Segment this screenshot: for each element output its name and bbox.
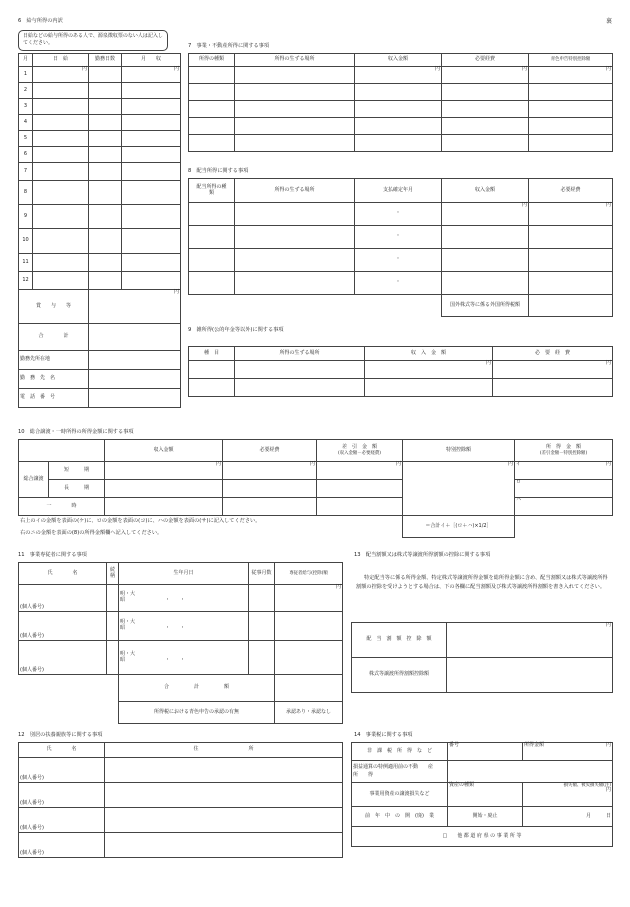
work-days-cell[interactable] <box>89 205 122 229</box>
yen-unit: 円 <box>89 290 181 324</box>
cell[interactable] <box>105 480 223 498</box>
section-13-title: 13 配当割額又は株式等譲渡所得割額の控除に関する事項 <box>354 552 491 558</box>
monthly-income-cell[interactable] <box>122 229 181 254</box>
indiv-number[interactable]: (個人番号) <box>19 585 107 612</box>
number-cell[interactable]: 番号 <box>448 743 523 761</box>
cell[interactable] <box>105 498 223 516</box>
misc-income-table <box>188 346 613 397</box>
daily-wage-cell[interactable] <box>33 272 89 290</box>
col-expenses: 必 要 経 費 <box>493 347 613 361</box>
real-estate-income-label: 損益通算の特例適用前の不動 産 所 得 <box>352 761 448 783</box>
cell[interactable] <box>189 272 235 295</box>
daily-wage-cell[interactable] <box>33 205 89 229</box>
cell[interactable] <box>235 118 355 135</box>
col-revenue: 収 入 金 額 <box>365 347 493 361</box>
daily-wage-cell[interactable] <box>33 147 89 163</box>
cell[interactable] <box>107 612 119 641</box>
s11-total-cell[interactable] <box>275 675 343 702</box>
daily-wage-cell[interactable] <box>33 115 89 131</box>
col-blue-deduction: 青色申告特別控除額 <box>529 54 613 67</box>
loss-amount-label: 損失額、被災損失額(注) <box>563 783 611 788</box>
work-days-cell[interactable] <box>89 272 122 290</box>
col-income-amount <box>515 440 613 462</box>
cell[interactable] <box>235 361 365 379</box>
section-12-title: 12 別居の扶養親族等に関する事項 <box>18 732 103 738</box>
monthly-income-cell[interactable] <box>122 181 181 205</box>
cell[interactable] <box>442 84 529 101</box>
loss-amount-cell[interactable] <box>523 783 613 807</box>
col-diff <box>317 440 403 462</box>
yen-unit: 円 <box>403 462 515 516</box>
business-income-table <box>188 53 613 152</box>
cell[interactable] <box>275 612 343 641</box>
birthdate-cell[interactable] <box>119 641 249 675</box>
cell[interactable] <box>189 226 235 249</box>
dependent-relatives-table <box>18 742 343 858</box>
cell[interactable] <box>223 480 317 498</box>
col-income-label: 所 得 金 額 <box>545 443 581 450</box>
cell[interactable] <box>107 585 119 612</box>
cell[interactable] <box>355 84 442 101</box>
date-dots: ・ ・ <box>165 625 186 631</box>
birthdate-cell[interactable] <box>119 612 249 641</box>
col-income-place: 所得の生ずる場所 <box>235 347 365 361</box>
col-blank <box>19 440 105 462</box>
col-income-place: 所得の生ずる場所 <box>235 54 355 67</box>
monthly-income-cell[interactable] <box>122 99 181 115</box>
col-revenue: 収入金額 <box>105 440 223 462</box>
col-birthdate: 生年月日 <box>119 563 249 585</box>
daily-wage-cell[interactable] <box>33 254 89 272</box>
family-employee-table <box>18 562 343 724</box>
indiv-number[interactable]: (個人番号) <box>19 808 105 833</box>
work-days-cell[interactable] <box>89 163 122 181</box>
cell[interactable] <box>442 118 529 135</box>
address-cell[interactable] <box>105 758 343 783</box>
foreign-tax-label: 国外株式等に係る外国所得税額 <box>442 295 529 317</box>
s10-note-2: 右のニの金額を表面の(8)の所得金額欄へ記入してください。 <box>20 530 163 536</box>
address-cell[interactable] <box>105 783 343 808</box>
monthly-income-cell[interactable] <box>122 115 181 131</box>
date-separator: ・ <box>355 249 442 272</box>
col-diff-sub: (収入金額－必要経費) <box>338 450 381 456</box>
dividend-income-table <box>188 178 613 317</box>
open-close-date[interactable]: 月 日 <box>523 807 613 827</box>
business-tax-table <box>351 742 613 847</box>
blue-approval-choice[interactable]: 承認あり・承認なし <box>275 702 343 724</box>
cell[interactable] <box>442 249 529 272</box>
era-1: 明・大 <box>120 650 136 657</box>
cell[interactable] <box>189 361 235 379</box>
cell[interactable] <box>107 641 119 675</box>
cell[interactable] <box>189 118 235 135</box>
cell[interactable] <box>442 135 529 152</box>
general-transfer-label: 総合譲渡 <box>19 462 49 498</box>
non-taxable-label: 非 課 税 所 得 な ど <box>352 743 448 761</box>
month-label: 3 <box>19 99 33 115</box>
col-work-days: 勤務日数 <box>89 54 122 67</box>
section-9-title: 9 雑所得(公的年金等以外)に関する事項 <box>188 327 284 333</box>
date-dots: ・ ・ <box>165 656 186 663</box>
month-label: 9 <box>19 205 33 229</box>
cell[interactable] <box>529 118 613 135</box>
bonus-label: 賞 与 等 <box>19 290 89 324</box>
cell[interactable] <box>235 272 355 295</box>
section-10-title: 10 総合譲渡・一時所得の所得金額に関する事項 <box>18 429 134 435</box>
monthly-income-cell[interactable] <box>122 205 181 229</box>
month-label: 12 <box>19 272 33 290</box>
col-salary: 専従者給与(控除)額 <box>275 563 343 585</box>
yen-unit: 円 <box>33 67 89 83</box>
col-income-type: 所得の種類 <box>189 54 235 67</box>
s13-instructions: 特定配当等に係る所得金額、特定株式等譲渡所得金額を総所得金額に含め、配当割額又は株式等譲渡所得割額の控除を受けようとする場合は、下の各欄に配当割額及び株式等譲渡所得割額を書き入れてください。 <box>356 575 608 591</box>
cell[interactable] <box>442 226 529 249</box>
col-special-deduction: 特別控除額 <box>403 440 515 462</box>
indiv-number[interactable]: (個人番号) <box>19 783 105 808</box>
workplace-address-cell[interactable] <box>89 351 181 370</box>
cell[interactable] <box>317 480 403 498</box>
stock-deduction-cell[interactable] <box>447 658 613 693</box>
income-i-mark: イ <box>516 461 522 467</box>
col-item: 種 目 <box>189 347 235 361</box>
cell[interactable] <box>223 498 317 516</box>
cell[interactable] <box>235 135 355 152</box>
cell[interactable] <box>275 641 343 675</box>
cell[interactable] <box>189 379 235 397</box>
date-separator: ・ <box>355 226 442 249</box>
asset-loss-label: 事業用資産の譲渡損失など <box>352 783 448 807</box>
cell[interactable] <box>189 67 235 84</box>
cell[interactable] <box>442 101 529 118</box>
cell[interactable] <box>249 612 275 641</box>
page-side-mark: 裏 <box>606 18 613 25</box>
yen-unit: 円 <box>493 361 613 379</box>
daily-wage-cell[interactable] <box>33 99 89 115</box>
phone-label: 電 話 番 号 <box>19 389 89 408</box>
col-months: 従事月数 <box>249 563 275 585</box>
real-estate-income-cell[interactable] <box>448 761 613 783</box>
work-days-cell[interactable] <box>89 147 122 163</box>
cell[interactable] <box>529 101 613 118</box>
work-days-cell[interactable] <box>89 67 122 83</box>
col-expenses: 必要経費 <box>529 179 613 203</box>
col-relationship: 続柄 <box>107 563 119 585</box>
total-formula: ＝合計イ＋［(ロ＋ハ)×1/2］ <box>403 516 515 538</box>
income-ha[interactable]: ハ <box>515 498 613 516</box>
workplace-name-label: 勤 務 先 名 <box>19 370 89 389</box>
monthly-income-cell[interactable] <box>122 131 181 147</box>
section-8-title: 8 配当所得に関する事項 <box>188 168 249 174</box>
dividend-deduction-label: 配 当 割 額 控 除 額 <box>352 623 447 658</box>
stock-deduction-label: 株式等譲渡所得割額控除額 <box>352 658 447 693</box>
work-days-cell[interactable] <box>89 181 122 205</box>
yen-unit: 円 <box>605 742 611 748</box>
col-dividend-type: 配当所得の種 類 <box>189 179 235 203</box>
yen-unit: 円 <box>223 462 317 480</box>
date-separator: ・ <box>355 272 442 295</box>
open-close-choice[interactable]: 開始・廃止 <box>448 807 523 827</box>
income-i[interactable] <box>515 462 613 480</box>
yen-unit: 円 <box>605 461 611 467</box>
era-1: 明・大 <box>120 619 136 626</box>
cell[interactable] <box>442 272 529 295</box>
indiv-number[interactable]: (個人番号) <box>19 612 107 641</box>
birthdate-cell[interactable] <box>119 585 249 612</box>
col-payment-date: 支払確定年月 <box>355 179 442 203</box>
monthly-income-cell[interactable] <box>122 83 181 99</box>
month-label: 4 <box>19 115 33 131</box>
month-label: 7 <box>19 163 33 181</box>
work-days-cell[interactable] <box>89 115 122 131</box>
open-close-label: 前 年 中 の 開 (廃) 業 <box>352 807 448 827</box>
work-days-cell[interactable] <box>89 229 122 254</box>
month-label: 6 <box>19 147 33 163</box>
monthly-income-cell[interactable] <box>122 254 181 272</box>
work-days-cell[interactable] <box>89 254 122 272</box>
cell[interactable] <box>355 118 442 135</box>
cell[interactable] <box>189 135 235 152</box>
asset-type-cell[interactable]: 資産の種類 <box>448 783 523 807</box>
section-7-title: 7 事業・不動産所得に関する事項 <box>188 43 270 49</box>
total-label: 合 計 <box>19 324 89 351</box>
yen-unit: 円 <box>105 462 223 480</box>
cell[interactable] <box>529 249 613 272</box>
month-label: 5 <box>19 131 33 147</box>
cell[interactable] <box>355 101 442 118</box>
month-label: 2 <box>19 83 33 99</box>
col-name: 氏 名 <box>19 743 105 758</box>
yen-unit: 円 <box>122 67 181 83</box>
daily-wage-cell[interactable] <box>33 181 89 205</box>
cell[interactable] <box>529 272 613 295</box>
address-cell[interactable] <box>105 808 343 833</box>
cell[interactable] <box>235 249 355 272</box>
salary-breakdown-table <box>18 53 181 408</box>
blue-approval-label: 所得税における青色申告の承認の有無 <box>119 702 275 724</box>
indiv-number[interactable]: (個人番号) <box>19 641 107 675</box>
col-monthly-income: 月 収 <box>122 54 181 67</box>
cell[interactable] <box>249 585 275 612</box>
cell[interactable] <box>493 379 613 397</box>
cell[interactable] <box>355 135 442 152</box>
cell[interactable] <box>235 226 355 249</box>
section-11-title: 11 事業専従者に関する事項 <box>18 552 87 558</box>
s10-note-1: 右上のイの金額を表面の(ケ)に、ロの金額を表面の(コ)に、ハの金額を表面の(サ)に記入してください。 <box>20 518 261 524</box>
s11-total-label: 合 計 額 <box>119 675 275 702</box>
dividend-deduction-table <box>351 622 613 693</box>
date-separator: ・ <box>355 203 442 226</box>
col-income-place: 所得の生ずる場所 <box>235 179 355 203</box>
work-days-cell[interactable] <box>89 99 122 115</box>
workplace-name-cell[interactable] <box>89 370 181 389</box>
col-income-sub: (差引金額－特別控除額) <box>539 450 588 456</box>
date-dots: ・ ・ <box>165 597 186 603</box>
month-label: 11 <box>19 254 33 272</box>
section-6-title: 6 給与所得の内訳 <box>18 18 63 24</box>
monthly-income-cell[interactable] <box>122 272 181 290</box>
cell[interactable] <box>235 67 355 84</box>
foreign-tax-cell[interactable] <box>529 295 613 317</box>
daily-wage-cell[interactable] <box>33 131 89 147</box>
phone-cell[interactable] <box>89 389 181 408</box>
yen-unit: 円 <box>365 361 493 379</box>
yen-unit: 円 <box>355 67 442 84</box>
month-label: 10 <box>19 229 33 254</box>
col-revenue: 収入金額 <box>355 54 442 67</box>
cell[interactable] <box>235 203 355 226</box>
yen-unit: 円 <box>605 787 611 794</box>
onetime-label: 一 時 <box>19 498 105 516</box>
cell[interactable] <box>235 379 365 397</box>
yen-unit: 円 <box>529 203 613 226</box>
cell[interactable] <box>529 84 613 101</box>
yen-unit: 円 <box>275 585 343 612</box>
yen-unit: 円 <box>317 462 403 480</box>
cell[interactable] <box>249 641 275 675</box>
era-2: 昭 <box>120 597 126 603</box>
col-month: 月 <box>19 54 33 67</box>
era-2: 昭 <box>120 656 126 663</box>
income-amount-label: 所得金額 <box>524 742 545 748</box>
monthly-income-cell[interactable] <box>122 163 181 181</box>
cell[interactable] <box>235 84 355 101</box>
col-name: 氏 名 <box>19 563 107 585</box>
yen-unit: 円 <box>529 67 613 84</box>
work-days-cell[interactable] <box>89 131 122 147</box>
cell[interactable] <box>317 498 403 516</box>
yen-unit: 円 <box>447 623 613 658</box>
income-ro[interactable]: ロ <box>515 480 613 498</box>
month-label: 1 <box>19 67 33 83</box>
indiv-number[interactable]: (個人番号) <box>19 833 105 858</box>
col-daily-wage: 日 給 <box>33 54 89 67</box>
section-14-title: 14 事業税に関する事項 <box>354 732 413 738</box>
month-label: 8 <box>19 181 33 205</box>
long-term-label: 長 期 <box>49 480 105 498</box>
daily-wage-cell[interactable] <box>33 83 89 99</box>
era-2: 昭 <box>120 625 126 631</box>
workplace-address-label: 勤務先所在地 <box>19 351 89 370</box>
total-cell[interactable] <box>89 324 181 351</box>
cell[interactable] <box>189 84 235 101</box>
other-prefecture-checkbox[interactable]: □ 他 都 道 府 県 の 事 業 所 等 <box>352 827 613 847</box>
col-revenue: 収入金額 <box>442 179 529 203</box>
col-expenses: 必要経費 <box>442 54 529 67</box>
daily-wage-cell[interactable] <box>33 163 89 181</box>
cell[interactable] <box>189 249 235 272</box>
indiv-number[interactable]: (個人番号) <box>19 758 105 783</box>
era-1: 明・大 <box>120 591 136 598</box>
cell[interactable] <box>189 101 235 118</box>
address-cell[interactable] <box>105 833 343 858</box>
short-term-label: 短 期 <box>49 462 105 480</box>
yen-unit: 円 <box>442 203 529 226</box>
work-days-cell[interactable] <box>89 83 122 99</box>
cell[interactable] <box>529 135 613 152</box>
yen-unit: 円 <box>442 67 529 84</box>
cell[interactable] <box>235 101 355 118</box>
col-address: 住 所 <box>105 743 343 758</box>
income-amount-cell[interactable] <box>523 743 613 761</box>
cell[interactable] <box>189 203 235 226</box>
section-6-note: 日給などの給与所得のある人で、源泉徴収票のない人は記入してください。 <box>18 30 168 51</box>
monthly-income-cell[interactable] <box>122 147 181 163</box>
cell[interactable] <box>365 379 493 397</box>
col-diff-label: 差 引 金 額 <box>341 443 377 450</box>
col-expenses: 必要経費 <box>223 440 317 462</box>
cell[interactable] <box>529 226 613 249</box>
daily-wage-cell[interactable] <box>33 229 89 254</box>
